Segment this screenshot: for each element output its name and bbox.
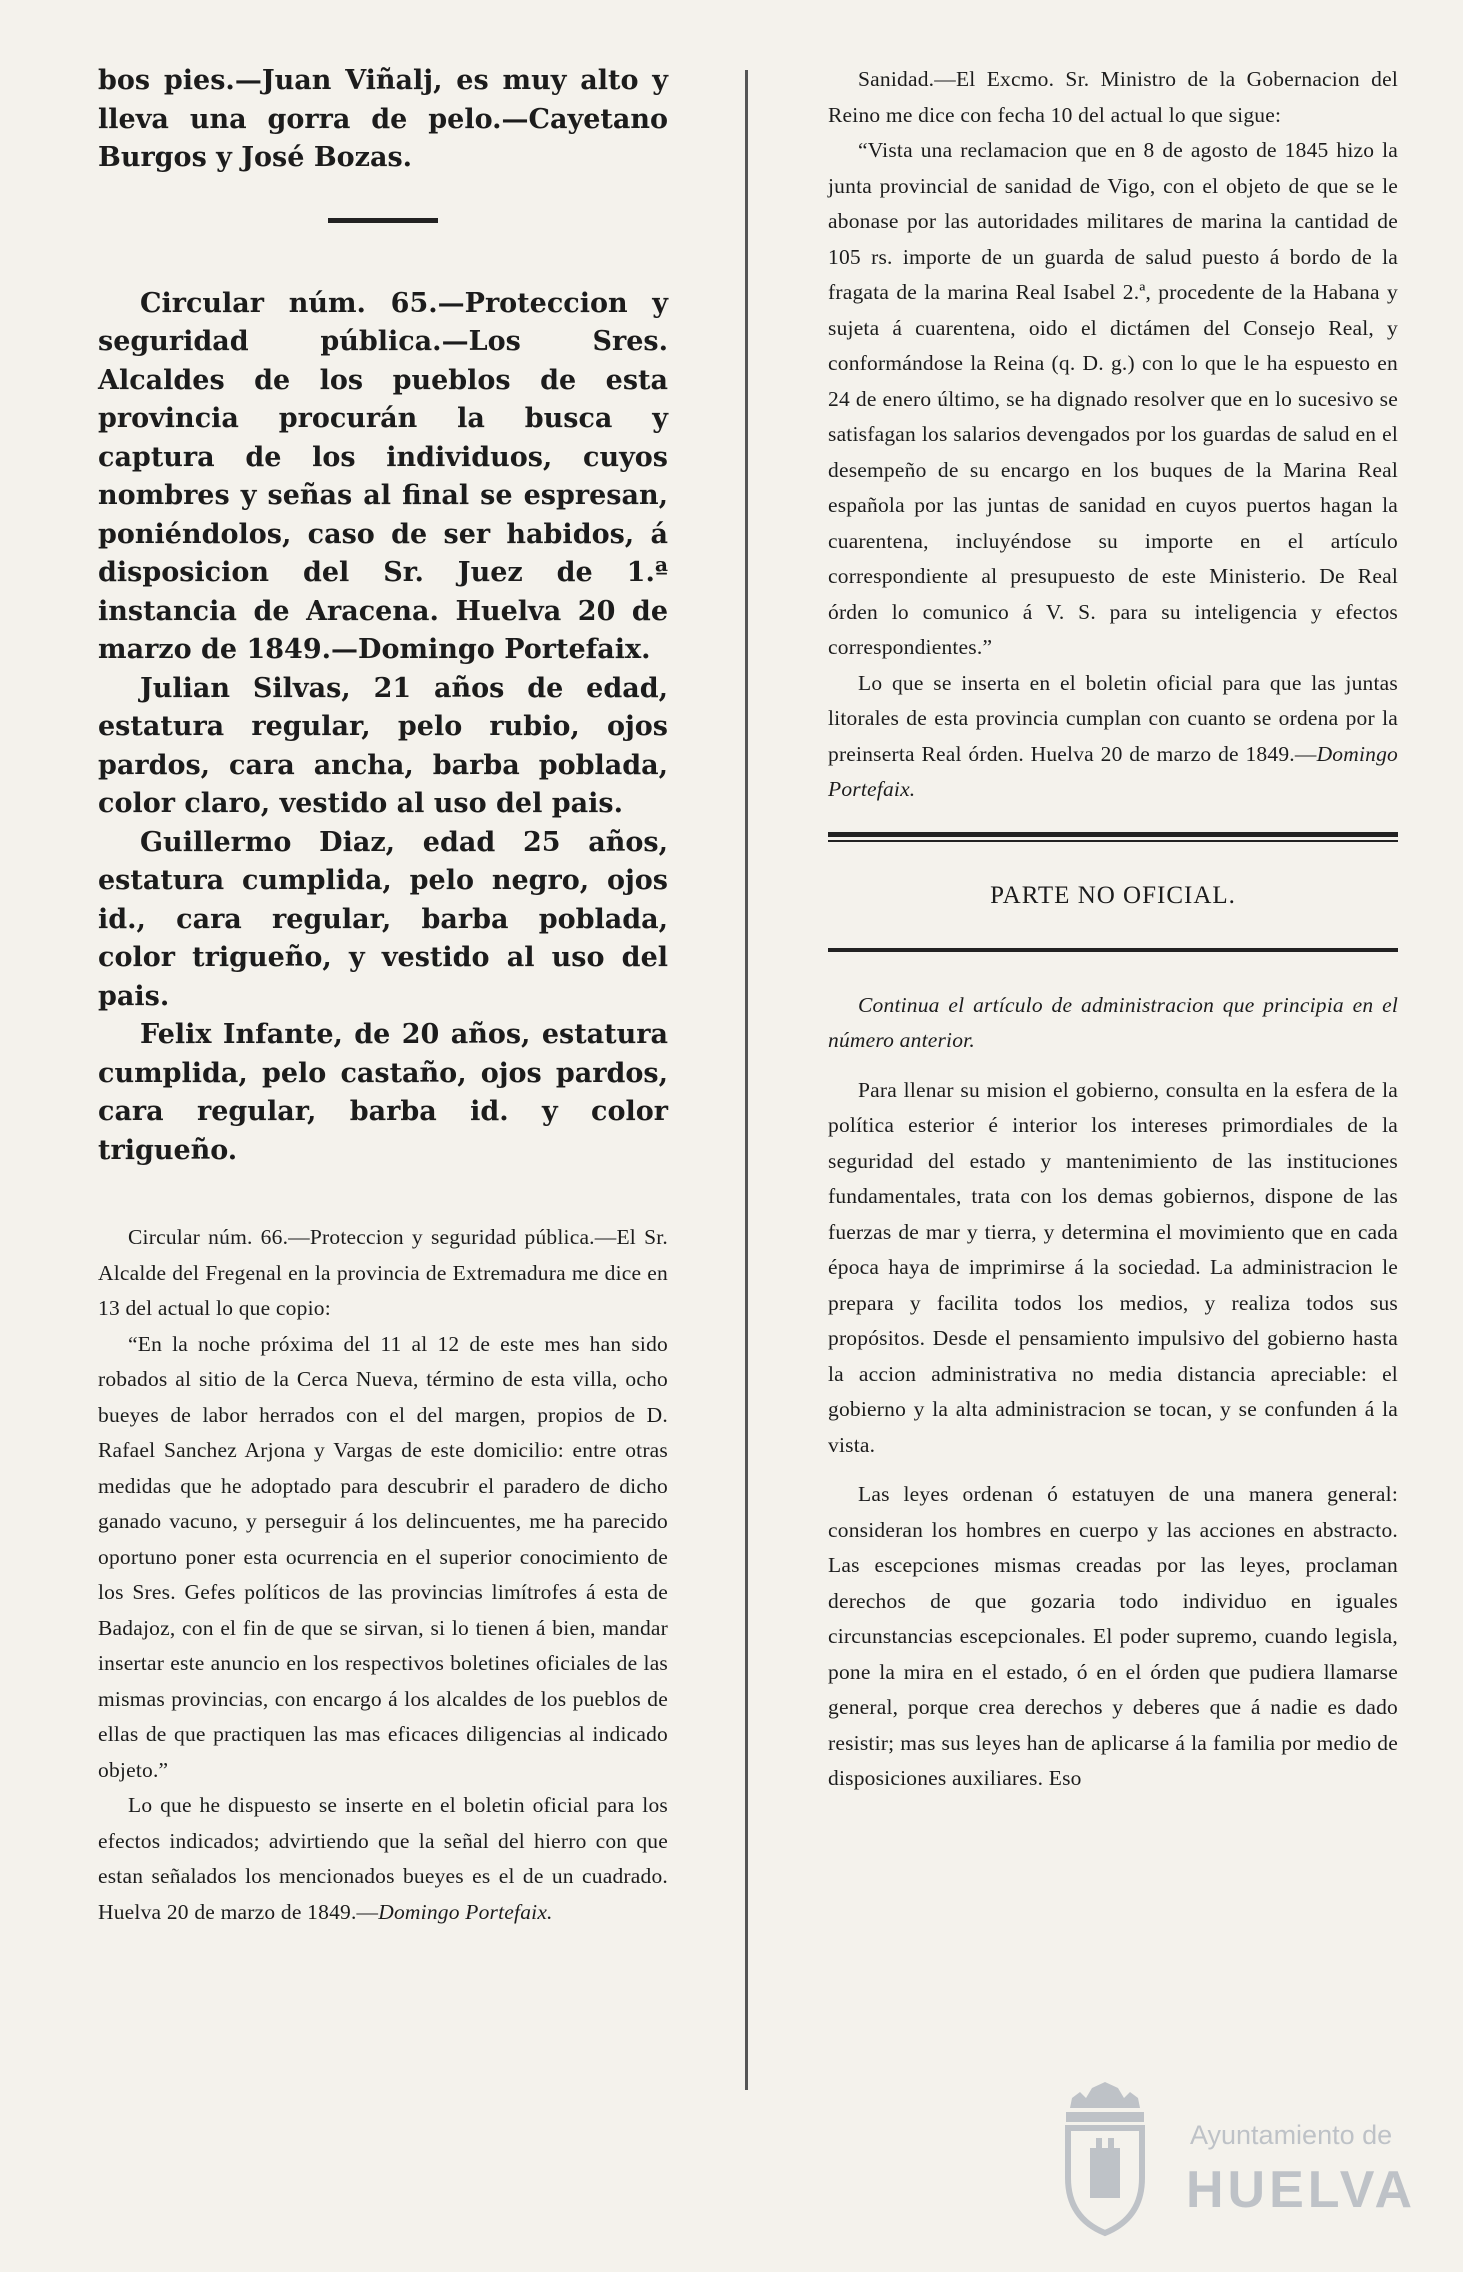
circular-66-closing [98,1788,668,1930]
sanidad-closing [828,666,1398,808]
closing-text: Lo que se inserta en el boletin oficial para que las juntas litorales de esta provincia cumplan con cuanto se ordena por la preinserta Real órden. Huelva 20 de marzo de 1849.— [828,670,1398,766]
circular-66: Circular núm. 66.—Proteccion y seguridad pública.—El Sr. Alcalde del Fregenal en la provincia de Extremadura me dice en 13 del actual lo que copio: [98,1225,668,1320]
person-description-3: Felix Infante, de 20 años, estatura cumplida, pelo castaño, ojos pardos, cara regular, barba id. y color trigueño. [98,1019,668,1166]
continua-note: Continua el artículo de administracion que principia en el número anterior. [828,992,1398,1052]
top-paragraph: bos pies.—Juan Viñalj, es muy alto y lleva una gorra de pelo.—Cayetano Burgos y José Bozas. [98,65,668,173]
sanidad-quote: “Vista una reclamacion que en 8 de agosto de 1845 hizo la junta provincial de sanidad de Vigo, con el objeto de que se le abonase por las autoridades militares de marina la cantidad de 105 rs. importe de un guarda de salud puesto á bordo de la fragata de la marina Real Isabel 2.ª, procedente de la Habana y sujeta á cuarentena, oido el dictámen del Consejo Real, y conformándose la Reina (q. D. g.) con lo que le ha espuesto en 24 de enero último, se ha dignado resolver que en lo sucesivo se satisfagan los salarios devengados por los guardas de salud en el desempeño de su encargo en los buques de la Marina Real española por las juntas de sanidad en cuyos puertos hagan la cuarentena, incluyéndose su importe en el artículo correspondiente al presupuesto de este Ministerio. De Real órden lo comunico á V. S. para su inteligencia y efectos correspondientes.” [828,138,1398,659]
signature: Domingo Portefaix. [828,741,1398,801]
sanidad-notice: Sanidad.—El Excmo. Sr. Ministro de la Gobernacion del Reino me dice con fecha 10 del actual lo que sigue: [828,67,1398,127]
signature: Domingo Portefaix. [378,1899,553,1924]
article-paragraph-1: Para llenar su mision el gobierno, consulta en la esfera de la política esterior é interior los intereses primordiales de la seguridad del estado y mantenimiento de las instituciones fundamentales, trata con los demas gobiernos, dispone de las fuerzas de mar y tierra, y determina el movimiento que en cada época haya de imprimirse á la sociedad. La administracion le prepara y facilita todos los medios, y realiza todos sus propósitos. Desde el pensamiento impulsivo del gobierno hasta la accion administrativa no media distancia apreciable: el gobierno y la alta administracion se tocan, y se confunden á la vista. [828,1077,1398,1457]
person-description-2: Guillermo Diaz, edad 25 años, estatura cumplida, pelo negro, ojos id., cara regular, barba poblada, color trigueño, y vestido al uso del pais. [98,826,668,1012]
circular-66-quote: “En la noche próxima del 11 al 12 de este mes han sido robados al sitio de la Cerca Nueva, término de esta villa, ocho bueyes de labor herrados con el del margen, propios de D. Rafael Sanchez Arjona y Vargas de este domicilio: entre otras medidas que he adoptado para descubrir el paradero de dicho ganado vacuno, y perseguir á los delincuentes, me ha parecido oportuno poner esta ocurrencia en el superior conocimiento de los Sres. Gefes políticos de las provincias limítrofes á esta de Badajoz, con el fin de que se sirvan, si lo tienen á bien, mandar insertar este anuncio en los respectivos boletines oficiales de las mismas provincias, con encargo á los alcaldes de los pueblos de ellas de que practiquen las mas eficaces diligencias al indicado objeto.” [98,1331,668,1782]
section-divider [328,218,438,223]
circular-65: Circular núm. 65.—Proteccion y seguridad pública.—Los Sres. Alcaldes de los pueblos de esta provincia procurán la busca y captura de los individuos, cuyos nombres y señas al final se espresan, poniéndolos, caso de ser habidos, á disposicion del Sr. Juez de 1.ª instancia de Aracena. Huelva 20 de marzo de 1849.—Domingo Portefaix. [98,287,668,665]
huelva-coat-of-arms-icon [1050,2068,1160,2238]
section-title: PARTE NO OFICIAL. [990,881,1236,909]
ayuntamiento-huelva-logo [1050,2068,1430,2248]
left-column [98,62,668,1930]
title-rule [828,948,1398,952]
double-rule [828,832,1398,842]
town-label: Ayuntamiento de [1190,2120,1393,2150]
city-label: HUELVA [1186,2161,1417,2219]
closing-text: Lo que he dispuesto se inserte en el boletin oficial para los efectos indicados; advirtiendo que la señal del hierro con que estan señalados los mencionados bueyes es el de un cuadrado. Huelva 20 de marzo de 1849.— [98,1793,668,1924]
article-paragraph-2: Las leyes ordenan ó estatuyen de una manera general: consideran los hombres en cuerpo y las acciones en abstracto. Las escepciones mismas creadas por las leyes, proclaman derechos de que gozaria todo individuo en iguales circunstancias escepcionales. El poder supremo, cuando legisla, pone la mira en el estado, ó en el órden que pudiera llamarse general, porque crea derechos y deberes que á nadie es dado resistir; mas sus leyes han de aplicarse á la familia por medio de disposiciones auxiliares. Eso [828,1482,1398,1790]
column-divider [745,70,748,2090]
right-column [828,62,1398,1797]
person-description-1: Julian Silvas, 21 años de edad, estatura regular, pelo rubio, ojos pardos, cara ancha, barba poblada, color claro, vestido al uso del pais. [98,672,668,819]
